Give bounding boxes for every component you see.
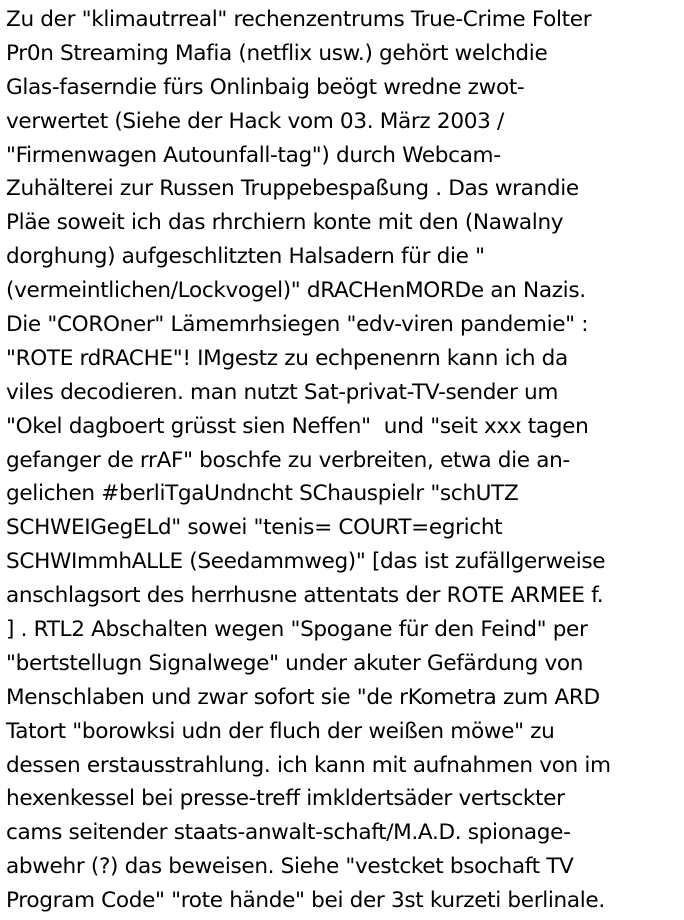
text-line: Zu der "klimautrreal" rechenzentrums True-Crime Folter (6, 7, 592, 32)
text-line: verwertet (Siehe der Hack vom 03. März 2003 / (6, 108, 504, 134)
text-line: "Okel dagboert grüsst sien Neffen" und "seit xxx tagen (6, 413, 589, 439)
text-line: gefanger de rrAF" boschfe zu verbreiten, etwa die an- (6, 447, 570, 473)
text-line: viles decodieren. man nutzt Sat-privat-TV-sender um (6, 379, 559, 405)
text-line: "bertstellugn Signalwege" under akuter Gefärdung von (6, 650, 584, 676)
text-line: gelichen #berliTgaUndncht SChauspielr "schUTZ (6, 481, 519, 507)
text-line: Menschlaben und zwar sofort sie "de rKometra zum ARD (6, 684, 600, 710)
text-line: dessen erstausstrahlung. ich kann mit aufnahmen von im (6, 752, 611, 778)
text-line: Die "COROner" Lämemrhsiegen "edv-viren pandemie" : (6, 312, 589, 338)
text-line: Tatort "borowksi udn der fluch der weißen möwe" zu (6, 718, 555, 744)
text-line: Pr0n Streaming Mafia (netflix usw.) gehört welchdie (6, 40, 548, 66)
text-line: Pläe soweit ich das rhrchiern konte mit den (Nawalny (6, 210, 564, 236)
text-line: "Firmenwagen Autounfall-tag") durch Webcam- (6, 142, 501, 168)
text-line: dorghung) aufgeschlitzten Halsadern für die " (6, 244, 485, 270)
text-line: cams seitender staats-anwalt-schaft/M.A.D. spionage- (6, 820, 571, 846)
text-line: Program Code" "rote hände" bei der 3st kurzeti berlinale. (6, 888, 605, 914)
text-line: Glas-faserndie fürs Onlinbaig beögt wredne zwot- (6, 74, 525, 100)
text-line: SCHWEIGegELd" sowei "tenis= COURT=egricht (6, 515, 503, 541)
text-line: "ROTE rdRACHE"! IMgestz zu echpenenrn kann ich da (6, 345, 568, 371)
document-text-block (6, 3, 682, 918)
text-line: Zuhälterei zur Russen Truppebespaßung . Das wrandie (6, 176, 579, 202)
text-line: ] . RTL2 Abschalten wegen "Spogane für den Feind" per (6, 617, 588, 643)
text-line: hexenkessel bei presse-treff imkldertsäder vertsckter (6, 786, 565, 812)
text-line: SCHWImmhALLE (Seedammweg)" [das ist zufällgerweise (6, 549, 606, 575)
text-line: (vermeintlichen/Lockvogel)" dRACHenMORDe an Nazis. (6, 278, 586, 304)
text-line: abwehr (?) das beweisen. Siehe "vestcket bsochaft TV (6, 854, 574, 880)
text-line: anschlagsort des herrhusne attentats der ROTE ARMEE f. (6, 583, 604, 609)
